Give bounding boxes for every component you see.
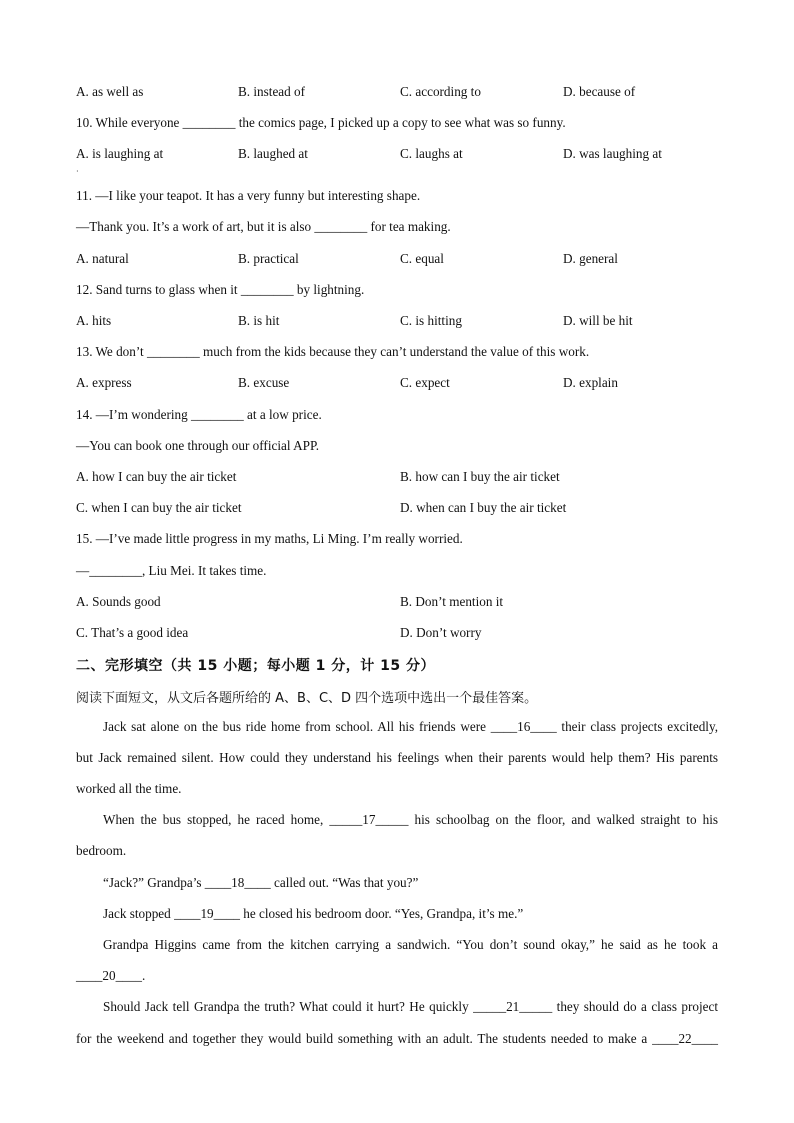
text: Jack sat alone on the bus ride home from school. All his friends were [103, 719, 491, 734]
q15-option-d: D. Don’t worry [400, 625, 482, 640]
blank-16: ____16____ [490, 719, 557, 734]
section2-instructions: 阅读下面短文，从文后各题所给的 A、B、C、D 四个选项中选出一个最佳答案。 [76, 691, 538, 706]
q11-option-a: A. natural [76, 251, 129, 266]
q10-option-c: C. laughs at [400, 146, 463, 161]
q10-stem: 10. While everyone ________ the comics page, I picked up a copy to see what was so funny. [76, 115, 566, 130]
q12-stem: 12. Sand turns to glass when it ________ by lightning. [76, 282, 365, 297]
q11-option-d: D. general [563, 251, 618, 266]
q10-option-d: D. was laughing at [563, 146, 662, 161]
passage-p1-line2: but Jack remained silent. How could they understand his feelings when their parents would help them? His parents [76, 750, 718, 765]
passage-p6-line1 [103, 999, 718, 1015]
passage-p1-line3: worked all the time. [76, 781, 182, 796]
q14-option-a: A. how I can buy the air ticket [76, 469, 237, 484]
passage-p4 [103, 906, 718, 922]
text: for the weekend and together they would build something with an adult. The students needed to make a [76, 1031, 653, 1046]
text: he closed his bedroom door. “Yes, Grandpa, it’s me.” [240, 906, 524, 921]
passage-p6-line2 [76, 1031, 718, 1047]
passage-p1-line1 [103, 719, 718, 735]
q12-option-b: B. is hit [238, 313, 280, 328]
text: his schoolbag on the floor, and walked straight to his [408, 812, 719, 827]
q15-stem: 15. —I’ve made little progress in my maths, Li Ming. I’m really worried. [76, 531, 463, 546]
q9-option-d: D. because of [563, 84, 636, 99]
q10-option-b: B. laughed at [238, 146, 308, 161]
blank-20: ____20____ [76, 968, 142, 983]
q14-option-d: D. when can I buy the air ticket [400, 500, 567, 515]
q15-option-c: C. That’s a good idea [76, 625, 189, 640]
q13-option-c: C. expect [400, 375, 450, 390]
q9-option-b: B. instead of [238, 84, 306, 99]
blank-21: _____21_____ [473, 999, 553, 1014]
q15-line2 [76, 563, 266, 579]
text: called out. “Was that you?” [270, 875, 419, 890]
q13-option-b: B. excuse [238, 375, 290, 390]
section2-heading: 二、完形填空（共 15 小题；每小题 1 分，计 15 分） [76, 658, 435, 674]
blank-18: ____18____ [204, 875, 271, 890]
q13-option-d: D. explain [563, 375, 618, 390]
q12-option-c: C. is hitting [400, 313, 462, 328]
q9-option-a: A. as well as [76, 84, 144, 99]
passage-p3 [103, 875, 718, 891]
q11-line2: —Thank you. It’s a work of art, but it is also ________ for tea making. [76, 219, 451, 234]
blank-17: _____17_____ [329, 812, 409, 827]
q13-stem: 13. We don’t ________ much from the kids because they can’t understand the value of this work. [76, 344, 590, 359]
blank-22: ____22____ [652, 1031, 718, 1046]
text: When the bus stopped, he raced home, [103, 812, 330, 827]
q9-option-c: C. according to [400, 84, 481, 99]
q11-option-b: B. practical [238, 251, 299, 266]
text: Jack stopped [103, 906, 175, 921]
q13-option-a: A. express [76, 375, 132, 390]
text: their class projects excitedly, [556, 719, 718, 734]
stray-dot: · [76, 167, 79, 176]
q11-stem: 11. —I like your teapot. It has a very funny but interesting shape. [76, 188, 421, 203]
q15-line2-rest: , Liu Mei. It takes time. [141, 563, 267, 578]
q15-option-a: A. Sounds good [76, 594, 161, 609]
q14-option-c: C. when I can buy the air ticket [76, 500, 242, 515]
q11-option-c: C. equal [400, 251, 444, 266]
q12-option-d: D. will be hit [563, 313, 633, 328]
passage-p2-line2: bedroom. [76, 843, 127, 858]
text: . [141, 968, 146, 983]
q15-blank: ________ [89, 563, 142, 578]
blank-19: ____19____ [174, 906, 240, 921]
q12-option-a: A. hits [76, 313, 112, 328]
q14-stem: 14. —I’m wondering ________ at a low price. [76, 407, 322, 422]
passage-p2-line1 [103, 812, 718, 828]
q15-dash: — [76, 563, 90, 578]
q14-line2: —You can book one through our official APP. [76, 438, 320, 453]
passage-p5-line1: Grandpa Higgins came from the kitchen carrying a sandwich. “You don’t sound okay,” he said as he took a [103, 937, 718, 952]
q14-option-b: B. how can I buy the air ticket [400, 469, 560, 484]
q15-option-b: B. Don’t mention it [400, 594, 504, 609]
passage-p5-line2 [76, 968, 718, 984]
text: “Jack?” Grandpa’s [103, 875, 205, 890]
text: they should do a class project [552, 999, 718, 1014]
text: Should Jack tell Grandpa the truth? What could it hurt? He quickly [103, 999, 474, 1014]
q10-option-a: A. is laughing at [76, 146, 164, 161]
